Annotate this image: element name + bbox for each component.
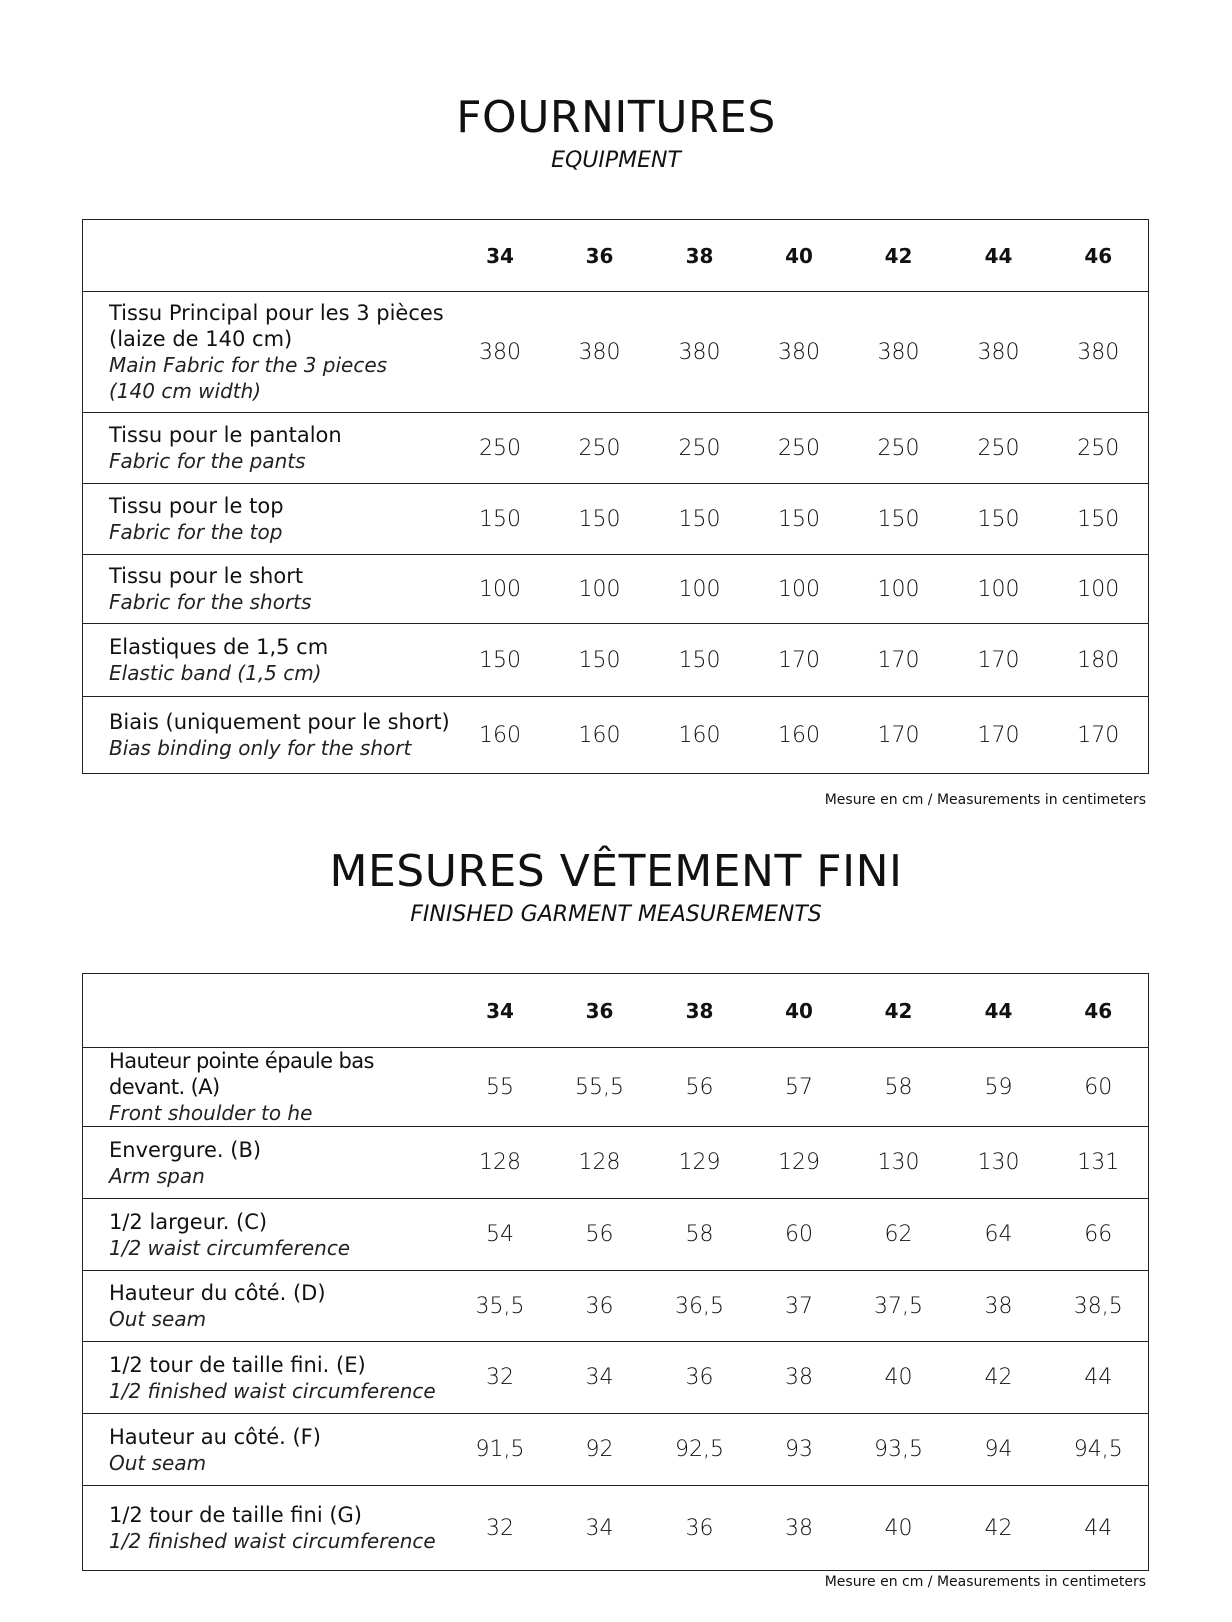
row-label <box>83 413 451 484</box>
value-cell: 55,5 <box>550 1048 650 1127</box>
value-cell: 100 <box>750 555 849 624</box>
value-cell: 160 <box>678 722 721 748</box>
value-cell: 180 <box>1049 624 1149 697</box>
row-label-fr: Tissu pour le top <box>109 494 284 518</box>
value-cell: 250 <box>750 413 849 484</box>
row-label <box>83 624 451 697</box>
table-row <box>83 1127 1149 1199</box>
value-cell: 100 <box>451 555 550 624</box>
size-header: 34 <box>451 974 550 1048</box>
row-label <box>83 555 451 624</box>
table-row <box>83 1414 1149 1486</box>
value-cell: 150 <box>550 624 650 697</box>
value-cell: 160 <box>778 722 820 748</box>
value-cell: 36 <box>550 1271 650 1342</box>
value-cell: 150 <box>1049 484 1149 555</box>
value-cell: 38 <box>785 1515 813 1541</box>
row-label-fr: Elastiques de 1,5 cm <box>109 635 329 659</box>
value-cell: 34 <box>585 1515 614 1541</box>
value-cell: 128 <box>451 1127 550 1199</box>
value-cell: 131 <box>1049 1127 1149 1199</box>
value-cell: 380 <box>1049 292 1149 413</box>
value-cell: 57 <box>750 1048 849 1127</box>
value-cell: 56 <box>550 1199 650 1271</box>
header-empty-cell <box>83 220 451 292</box>
value-cell: 170 <box>750 624 849 697</box>
table-row <box>83 292 1149 413</box>
fournitures-header-row <box>83 220 1149 292</box>
value-cell: 38,5 <box>1049 1271 1149 1342</box>
row-label <box>83 292 451 413</box>
size-header: 38 <box>650 220 750 292</box>
size-header: 46 <box>1049 220 1149 292</box>
table-row <box>83 1271 1149 1342</box>
value-cell: 380 <box>650 292 750 413</box>
value-cell: 55 <box>451 1048 550 1127</box>
value-cell: 94,5 <box>1049 1414 1149 1486</box>
value-cell: 60 <box>1049 1048 1149 1127</box>
value-cell: 150 <box>650 624 750 697</box>
row-label-fr: 1/2 largeur. (C) <box>109 1209 268 1234</box>
value-cell: 40 <box>849 1342 949 1414</box>
row-label-fr-line2: (laize de 140 cm) <box>109 327 293 351</box>
value-cell: 170 <box>949 624 1049 697</box>
row-label-fr: Tissu Principal pour les 3 pièces <box>109 301 444 325</box>
row-label-fr: Tissu pour le short <box>109 564 304 588</box>
value-cell: 100 <box>1049 555 1149 624</box>
row-label-en: Out seam <box>109 1307 207 1331</box>
value-cell: 36,5 <box>650 1271 750 1342</box>
row-label-en: 1/2 waist circumference <box>109 1235 351 1260</box>
value-cell: 250 <box>849 413 949 484</box>
row-label <box>83 1199 451 1271</box>
fournitures-table <box>82 219 1149 774</box>
value-cell: 58 <box>849 1048 949 1127</box>
value-cell: 380 <box>550 292 650 413</box>
row-label <box>83 697 451 774</box>
row-label-en: Elastic band (1,5 cm) <box>109 661 322 685</box>
value-cell: 130 <box>949 1127 1049 1199</box>
value-cell: 34 <box>550 1342 650 1414</box>
value-cell: 170 <box>849 624 949 697</box>
value-cell: 150 <box>849 484 949 555</box>
value-cell: 91,5 <box>451 1414 550 1486</box>
value-cell: 100 <box>949 555 1049 624</box>
size-header: 44 <box>949 220 1049 292</box>
value-cell: 59 <box>949 1048 1049 1127</box>
size-header: 46 <box>1049 974 1149 1048</box>
value-cell: 150 <box>451 484 550 555</box>
value-cell: 38 <box>949 1271 1049 1342</box>
row-label <box>83 1271 451 1342</box>
value-cell: 38 <box>750 1342 849 1414</box>
row-label-en: Main Fabric for the 3 pieces <box>109 353 388 377</box>
size-header: 40 <box>750 974 849 1048</box>
value-cell: 40 <box>884 1515 913 1541</box>
row-label-en: Fabric for the pants <box>109 449 306 473</box>
table-row <box>83 1342 1149 1414</box>
mesures-unit-note: Mesure en cm / Measurements in centimeters <box>824 1574 1146 1590</box>
value-cell: 93,5 <box>849 1414 949 1486</box>
value-cell: 54 <box>451 1199 550 1271</box>
row-label-en: Arm span <box>109 1163 205 1188</box>
row-label-en-line2: (140 cm width) <box>109 379 262 403</box>
row-label <box>83 1342 451 1414</box>
table-row <box>83 555 1149 624</box>
value-cell: 37 <box>750 1271 849 1342</box>
value-cell: 100 <box>550 555 650 624</box>
row-label-fr: Hauteur au côté. (F) <box>109 1424 321 1449</box>
value-cell: 36 <box>685 1515 714 1541</box>
value-cell: 150 <box>750 484 849 555</box>
size-header: 42 <box>849 974 949 1048</box>
mesures-header-row <box>83 974 1149 1048</box>
row-label-en: 1/2 finished waist circumference <box>109 1529 436 1553</box>
value-cell: 170 <box>877 722 920 748</box>
row-label <box>83 484 451 555</box>
value-cell: 64 <box>949 1199 1049 1271</box>
value-cell: 170 <box>1077 722 1120 748</box>
value-cell: 250 <box>451 413 550 484</box>
value-cell: 32 <box>451 1342 550 1414</box>
value-cell: 129 <box>750 1127 849 1199</box>
row-label-fr: Tissu pour le pantalon <box>109 423 342 447</box>
size-header: 36 <box>550 974 650 1048</box>
value-cell: 92 <box>550 1414 650 1486</box>
table-row <box>83 1199 1149 1271</box>
value-cell: 62 <box>849 1199 949 1271</box>
table-row <box>83 413 1149 484</box>
mesures-table <box>82 973 1149 1571</box>
value-cell: 100 <box>650 555 750 624</box>
value-cell: 42 <box>984 1515 1013 1541</box>
value-cell: 128 <box>550 1127 650 1199</box>
value-cell: 37,5 <box>849 1271 949 1342</box>
value-cell: 250 <box>949 413 1049 484</box>
value-cell: 100 <box>849 555 949 624</box>
value-cell: 129 <box>650 1127 750 1199</box>
row-label <box>83 1048 451 1127</box>
fournitures-unit-note: Mesure en cm / Measurements in centimeters <box>824 792 1146 808</box>
mesures-title: MESURES VÊTEMENT FINI <box>329 846 903 897</box>
value-cell: 36 <box>650 1342 750 1414</box>
value-cell: 92,5 <box>650 1414 750 1486</box>
row-label-fr: Envergure. (B) <box>109 1137 262 1162</box>
value-cell: 150 <box>550 484 650 555</box>
value-cell: 150 <box>451 624 550 697</box>
fournitures-subtitle: EQUIPMENT <box>551 148 681 173</box>
value-cell: 44 <box>1049 1342 1149 1414</box>
value-cell: 160 <box>479 722 521 748</box>
row-label <box>83 1414 451 1486</box>
size-header: 44 <box>949 974 1049 1048</box>
value-cell: 380 <box>849 292 949 413</box>
size-header: 40 <box>750 220 849 292</box>
table-row <box>83 1486 1149 1571</box>
value-cell: 93 <box>750 1414 849 1486</box>
row-label-en: Bias binding only for the short <box>109 736 412 760</box>
row-label <box>83 1486 451 1571</box>
value-cell: 380 <box>949 292 1049 413</box>
row-label-en: 1/2 finished waist circumference <box>109 1378 436 1403</box>
value-cell: 160 <box>578 722 621 748</box>
row-label-fr: Hauteur du côté. (D) <box>109 1281 326 1305</box>
row-label-en: Fabric for the shorts <box>109 590 312 614</box>
table-row <box>83 484 1149 555</box>
value-cell: 60 <box>750 1199 849 1271</box>
value-cell: 56 <box>650 1048 750 1127</box>
row-label-fr: 1/2 tour de taille fini. (E) <box>109 1352 366 1377</box>
value-cell: 150 <box>949 484 1049 555</box>
value-cell: 150 <box>650 484 750 555</box>
size-header: 38 <box>650 974 750 1048</box>
header-empty-cell <box>83 974 451 1048</box>
size-header: 34 <box>451 220 550 292</box>
value-cell: 42 <box>949 1342 1049 1414</box>
fournitures-title: FOURNITURES <box>456 92 776 143</box>
row-label-en: Fabric for the top <box>109 520 283 544</box>
value-cell: 35,5 <box>451 1271 550 1342</box>
row-label-fr: 1/2 tour de taille fini (G) <box>109 1503 363 1527</box>
value-cell: 130 <box>849 1127 949 1199</box>
value-cell: 250 <box>650 413 750 484</box>
value-cell: 44 <box>1084 1515 1113 1541</box>
table-row <box>83 624 1149 697</box>
table-row <box>83 1048 1149 1127</box>
row-label-en: Front shoulder to he <box>109 1101 313 1125</box>
row-label-en: Out seam <box>109 1450 207 1475</box>
row-label-fr: Hauteur pointe épaule bas devant. (A) <box>109 1049 374 1099</box>
value-cell: 380 <box>451 292 550 413</box>
row-label <box>83 1127 451 1199</box>
value-cell: 66 <box>1049 1199 1149 1271</box>
value-cell: 380 <box>750 292 849 413</box>
table-row <box>83 697 1149 774</box>
value-cell: 58 <box>650 1199 750 1271</box>
row-label-fr: Biais (uniquement pour le short) <box>109 710 450 734</box>
value-cell: 32 <box>486 1515 514 1541</box>
value-cell: 170 <box>977 722 1020 748</box>
size-header: 36 <box>550 220 650 292</box>
value-cell: 94 <box>949 1414 1049 1486</box>
mesures-subtitle: FINISHED GARMENT MEASUREMENTS <box>410 902 822 927</box>
size-header: 42 <box>849 220 949 292</box>
value-cell: 250 <box>1049 413 1149 484</box>
value-cell: 250 <box>550 413 650 484</box>
